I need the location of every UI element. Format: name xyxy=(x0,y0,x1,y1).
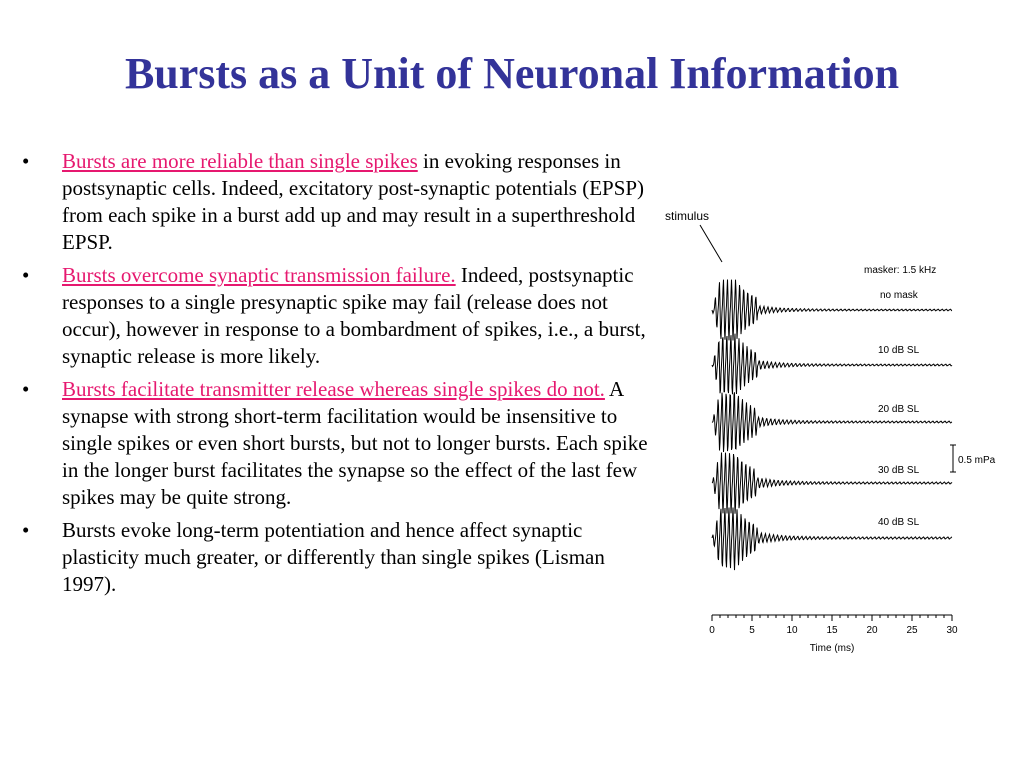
bullet-item xyxy=(22,148,652,256)
waveform-figure xyxy=(650,200,996,670)
bullet-list xyxy=(22,148,652,604)
bullet-dot: • xyxy=(22,518,30,542)
stimulus-pointer xyxy=(700,225,722,262)
waveform-trace xyxy=(712,453,952,514)
scale-bar xyxy=(950,445,956,472)
waveform-plot xyxy=(650,200,996,670)
bullet-text: Indeed, postsynaptic responses to a single presynaptic spike may fail (release does not occur), however in response to a bombardment of spikes, i.e., a burst, synaptic release is more likely. xyxy=(62,263,646,368)
waveform-trace xyxy=(712,334,952,395)
bullet-text: Bursts evoke long-term potentiation and hence affect synaptic plasticity much greater, or differently than single spikes (Lisman 1997). xyxy=(62,518,605,596)
waveform-trace xyxy=(712,392,952,452)
stimulus-label: stimulus xyxy=(665,209,710,223)
x-axis-label: Time (ms) xyxy=(809,643,855,654)
masker-label: masker: 1.5 kHz xyxy=(864,265,937,276)
trace-label: 20 dB SL xyxy=(878,404,920,415)
bullet-item xyxy=(22,376,652,511)
bullet-dot: • xyxy=(22,377,30,401)
x-axis-ticks xyxy=(712,615,952,621)
waveform-trace xyxy=(712,280,952,341)
x-tick-label: 10 xyxy=(786,625,798,636)
x-tick-label: 25 xyxy=(906,625,918,636)
trace-label: 40 dB SL xyxy=(878,517,920,528)
x-tick-label: 0 xyxy=(709,625,715,636)
x-tick-label: 30 xyxy=(946,625,958,636)
trace-label: 10 dB SL xyxy=(878,345,920,356)
x-tick-label: 5 xyxy=(749,625,755,636)
bullet-dot: • xyxy=(22,263,30,287)
bullet-highlight[interactable]: Bursts overcome synaptic transmission failure. xyxy=(62,263,456,287)
scale-label: 0.5 mPa xyxy=(958,455,996,466)
bullet-dot: • xyxy=(22,149,30,173)
trace-label: 30 dB SL xyxy=(878,465,920,476)
bullet-text: A synapse with strong short-term facilitation would be insensitive to single spikes or even short bursts, but not to longer bursts. Each spike in the longer burst facilitates the synapse so the effect of the last few spikes may be quite strong. xyxy=(62,377,648,509)
bullet-highlight[interactable]: Bursts facilitate transmitter release whereas single spikes do not. xyxy=(62,377,605,401)
x-tick-label: 20 xyxy=(866,625,878,636)
trace-label: no mask xyxy=(880,290,918,301)
slide-title: Bursts as a Unit of Neuronal Information xyxy=(124,49,900,98)
bullet-highlight[interactable]: Bursts are more reliable than single spikes xyxy=(62,149,418,173)
bullet-item xyxy=(22,517,652,598)
bullet-item xyxy=(22,262,652,370)
bullet-text: in evoking responses in postsynaptic cells. Indeed, excitatory post-synaptic potentials (EPSP) from each spike in a burst add up and may result in a superthreshold EPSP. xyxy=(62,149,645,254)
x-tick-label: 15 xyxy=(826,625,838,636)
